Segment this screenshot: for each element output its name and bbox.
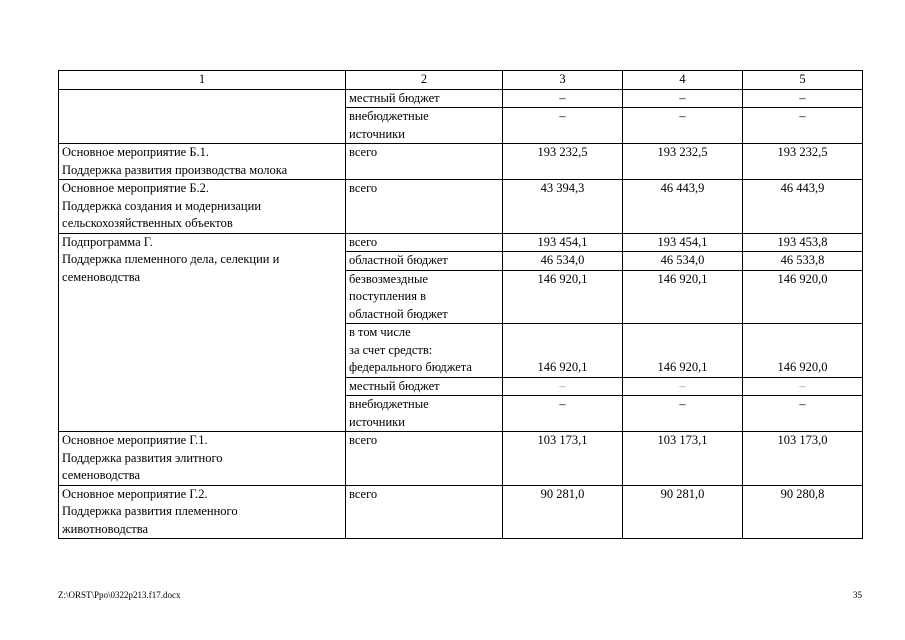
header-col-2: 2 (346, 71, 503, 90)
value-cell: – (743, 108, 863, 144)
value-cell: – (503, 89, 623, 108)
value-cell: – (503, 377, 623, 396)
value-cell: 193 232,5 (503, 144, 623, 180)
source-line: безвозмездные (349, 271, 428, 286)
value-cell: 193 454,1 (623, 233, 743, 252)
value-cell: 46 533,8 (743, 252, 863, 271)
value-cell: 146 920,1 (623, 359, 743, 377)
measure-cell (59, 144, 346, 180)
value-cell: 146 920,0 (743, 270, 863, 324)
value-cell: – (503, 396, 623, 432)
source-cell: всего (346, 180, 503, 234)
value-cell: 46 443,9 (743, 180, 863, 234)
value-cell: – (743, 396, 863, 432)
source-line: внебюджетные (349, 397, 429, 411)
value-cell: 103 173,1 (623, 432, 743, 486)
measure-line: Основное мероприятие Б.1. (62, 145, 210, 159)
value-cell: – (623, 396, 743, 432)
measure-line: Поддержка развития племенного (62, 504, 238, 518)
source-cell: всего (346, 432, 503, 486)
value-cell: 46 534,0 (623, 252, 743, 271)
table-row (59, 144, 863, 180)
source-cell: федерального бюджета (346, 359, 503, 377)
source-line: источники (349, 126, 405, 141)
subprogram-cell (59, 233, 346, 432)
value-cell: 193 453,8 (743, 233, 863, 252)
measure-line: Поддержка создания и модернизации (62, 198, 262, 213)
value-cell: 193 232,5 (743, 144, 863, 180)
measure-line: сельскохозяйственных объектов (62, 216, 233, 230)
value-cell: 146 920,1 (623, 270, 743, 324)
table-row (59, 180, 863, 234)
subprogram-line: Подпрограмма Г. (62, 234, 153, 249)
table-row (59, 233, 863, 252)
empty-cell (503, 324, 623, 360)
empty-cell (743, 324, 863, 360)
value-cell: 103 173,1 (503, 432, 623, 486)
header-col-1: 1 (59, 71, 346, 90)
measure-line: Основное мероприятие Г.1. (62, 433, 208, 447)
value-cell: 146 920,1 (503, 270, 623, 324)
budget-table (58, 70, 863, 539)
value-cell: 90 280,8 (743, 485, 863, 539)
value-cell: 146 920,0 (743, 359, 863, 377)
value-cell: 43 394,3 (503, 180, 623, 234)
measure-line: семеноводства (62, 468, 141, 482)
source-cell: местный бюджет (346, 89, 503, 108)
source-line: за счет средств: (349, 342, 433, 357)
measure-line: Поддержка развития элитного (62, 450, 223, 465)
table-row (59, 432, 863, 486)
subprogram-line: семеноводства (62, 269, 141, 284)
source-cell: всего (346, 233, 503, 252)
value-cell: 193 454,1 (503, 233, 623, 252)
source-line: областной бюджет (349, 306, 448, 321)
measure-line: животноводства (62, 521, 148, 536)
value-cell: – (743, 377, 863, 396)
subprogram-line: Поддержка племенного дела, селекции и (62, 252, 280, 266)
table-row (59, 89, 863, 108)
source-line: поступления в (349, 289, 426, 303)
measure-line: Поддержка развития производства молока (62, 162, 288, 177)
value-cell: – (503, 108, 623, 144)
source-cell (346, 324, 503, 360)
value-cell: – (623, 377, 743, 396)
measure-cell (59, 485, 346, 539)
source-line: источники (349, 414, 405, 429)
source-cell (346, 270, 503, 324)
table-row (59, 485, 863, 539)
value-cell: 46 534,0 (503, 252, 623, 271)
measure-cell (59, 180, 346, 234)
source-cell: всего (346, 144, 503, 180)
measure-line: Основное мероприятие Б.2. (62, 181, 210, 195)
source-cell: всего (346, 485, 503, 539)
value-cell: – (743, 89, 863, 108)
measure-cell (59, 432, 346, 486)
value-cell: 146 920,1 (503, 359, 623, 377)
source-line: внебюджетные (349, 109, 429, 123)
footer-file-path: Z:\ORST\Ppo\0322p213.f17.docx (58, 590, 181, 600)
header-col-3: 3 (503, 71, 623, 90)
header-col-4: 4 (623, 71, 743, 90)
value-cell: 46 443,9 (623, 180, 743, 234)
header-col-5: 5 (743, 71, 863, 90)
header-row (59, 71, 863, 90)
source-cell: областной бюджет (346, 252, 503, 271)
page-number: 35 (853, 590, 862, 600)
value-cell: – (623, 89, 743, 108)
value-cell: – (623, 108, 743, 144)
value-cell: 193 232,5 (623, 144, 743, 180)
empty-cell (623, 324, 743, 360)
empty-cell (59, 89, 346, 144)
value-cell: 90 281,0 (503, 485, 623, 539)
measure-line: Основное мероприятие Г.2. (62, 486, 208, 501)
source-cell (346, 396, 503, 432)
value-cell: 103 173,0 (743, 432, 863, 486)
source-cell: местный бюджет (346, 377, 503, 396)
source-cell (346, 108, 503, 144)
value-cell: 90 281,0 (623, 485, 743, 539)
source-line: в том числе (349, 325, 411, 339)
